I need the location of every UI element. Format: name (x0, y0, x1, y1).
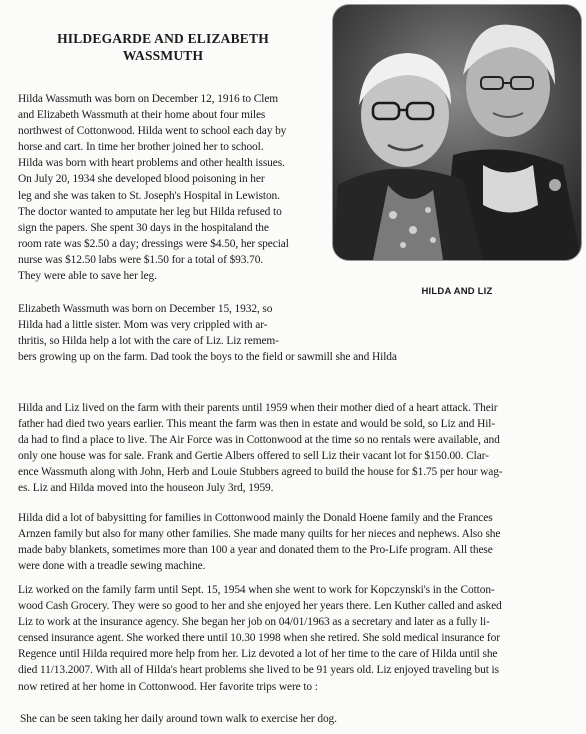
photo-caption: HILDA AND LIZ (421, 286, 493, 297)
text-line: room rate was $2.50 a day; dressings were $4.50, her special (18, 237, 289, 250)
text-line: The doctor wanted to amputate her leg but Hilda refused to (18, 205, 282, 218)
paragraph-daily-walk (20, 711, 337, 727)
paragraph-hilda-birth (18, 91, 289, 284)
text-line: leg and she was taken to St. Joseph's Hospital in Lewiston. (18, 189, 280, 202)
text-line: died 11/13.2007. With all of Hilda's heart problems she lived to be 91 years old. Liz enjoyed traveling but is (18, 664, 499, 677)
text-line: thritis, so Hilda help a lot with the care of Liz. Liz remem- (18, 335, 279, 348)
text-line: now retired at her home in Cottonwood. Her favorite trips were to : (18, 680, 318, 693)
paragraph-elizabeth-birth (18, 301, 397, 365)
text-line: northwest of Cottonwood. Hilda went to school each day by (18, 125, 287, 138)
text-line: Hilda Wassmuth was born on December 12, 1916 to Clem (18, 93, 279, 105)
text-line: Regence until Hilda required more help from her. Liz devoted a lot of her time to the care of Hilda until she (18, 648, 498, 661)
text-line: sign the papers. She spent 30 days in the hospitaland the (18, 221, 269, 234)
text-line: and Elizabeth Wassmuth at their home about four miles (18, 109, 266, 122)
text-line: horse and cart. In time her brother joined her to school. (18, 141, 264, 154)
text-line: Hilda did a lot of babysitting for families in Cottonwood mainly the Donald Hoene family and the Frances (18, 512, 493, 524)
text-line: Arnzen family but also for many other families. She made many quilts for her nieces and nephews. Also she (18, 528, 501, 541)
text-line: only one house was for sale. Frank and Gertie Albers offered to sell Liz their vacant lot for $150.00. Clar- (18, 450, 489, 463)
text-line: censed insurance agent. She worked there until 10.30 1998 when she retired. She sold medical insurance for (18, 632, 500, 645)
text-line: They were able to save her leg. (18, 270, 157, 283)
paragraph-liz-work (18, 582, 502, 695)
article-title (18, 30, 308, 64)
text-line: da had to find a place to live. The Air Force was in Cottonwood at the time so no rentals were available, and (18, 434, 500, 447)
text-line: made baby blankets, sometimes more than 100 a year and donated them to the Pro-Life program. All these (18, 544, 493, 557)
text-line: Hilda was born with heart problems and other health issues. (18, 157, 285, 170)
text-line: Hilda had a little sister. Mom was very crippled with ar- (18, 319, 268, 332)
text-line: She can be seen taking her daily around town walk to exercise her dog. (20, 713, 337, 725)
text-line: es. Liz and Hilda moved into the houseon July 3rd, 1959. (18, 482, 274, 495)
text-line: Liz worked on the family farm until Sept. 15, 1954 when she went to work for Kopczynski's in the Cotton- (18, 584, 495, 596)
text-line: Liz to work at the insurance agency. She began her job on 04/01/1963 as a secretary and later as a fully li- (18, 616, 490, 629)
text-line: On July 20, 1934 she developed blood poisoning in her (18, 173, 265, 186)
title-line-2: WASSMUTH (122, 48, 204, 63)
text-line: ence Wassmuth along with John, Herb and Louie Stubbers agreed to build the house for $1.75 per hour wag- (18, 466, 503, 479)
text-line: were done with a treadle sewing machine. (18, 560, 206, 573)
text-line: father had died two years earlier. This meant the farm was then in estate and would be sold, so Liz and Hil- (18, 418, 496, 431)
title-line-1: HILDEGARDE AND ELIZABETH (57, 31, 269, 46)
paragraph-farm-move (18, 400, 503, 497)
text-line: nurse was $12.50 labs were $1.50 for a total of $93.70. (18, 253, 264, 266)
portrait-photo (333, 5, 581, 260)
text-line: Elizabeth Wassmuth was born on December 15, 1932, so (18, 303, 273, 315)
text-line: wood Cash Grocery. They were so good to her and she enjoyed her years there. Len Kuther called and asked (18, 600, 502, 613)
text-line: Hilda and Liz lived on the farm with their parents until 1959 when their mother died of a heart attack. Their (18, 402, 498, 414)
paragraph-babysitting (18, 510, 500, 574)
text-line: bers growing up on the farm. Dad took the boys to the field or sawmill she and Hilda (18, 351, 397, 364)
portrait-illustration (333, 5, 581, 260)
